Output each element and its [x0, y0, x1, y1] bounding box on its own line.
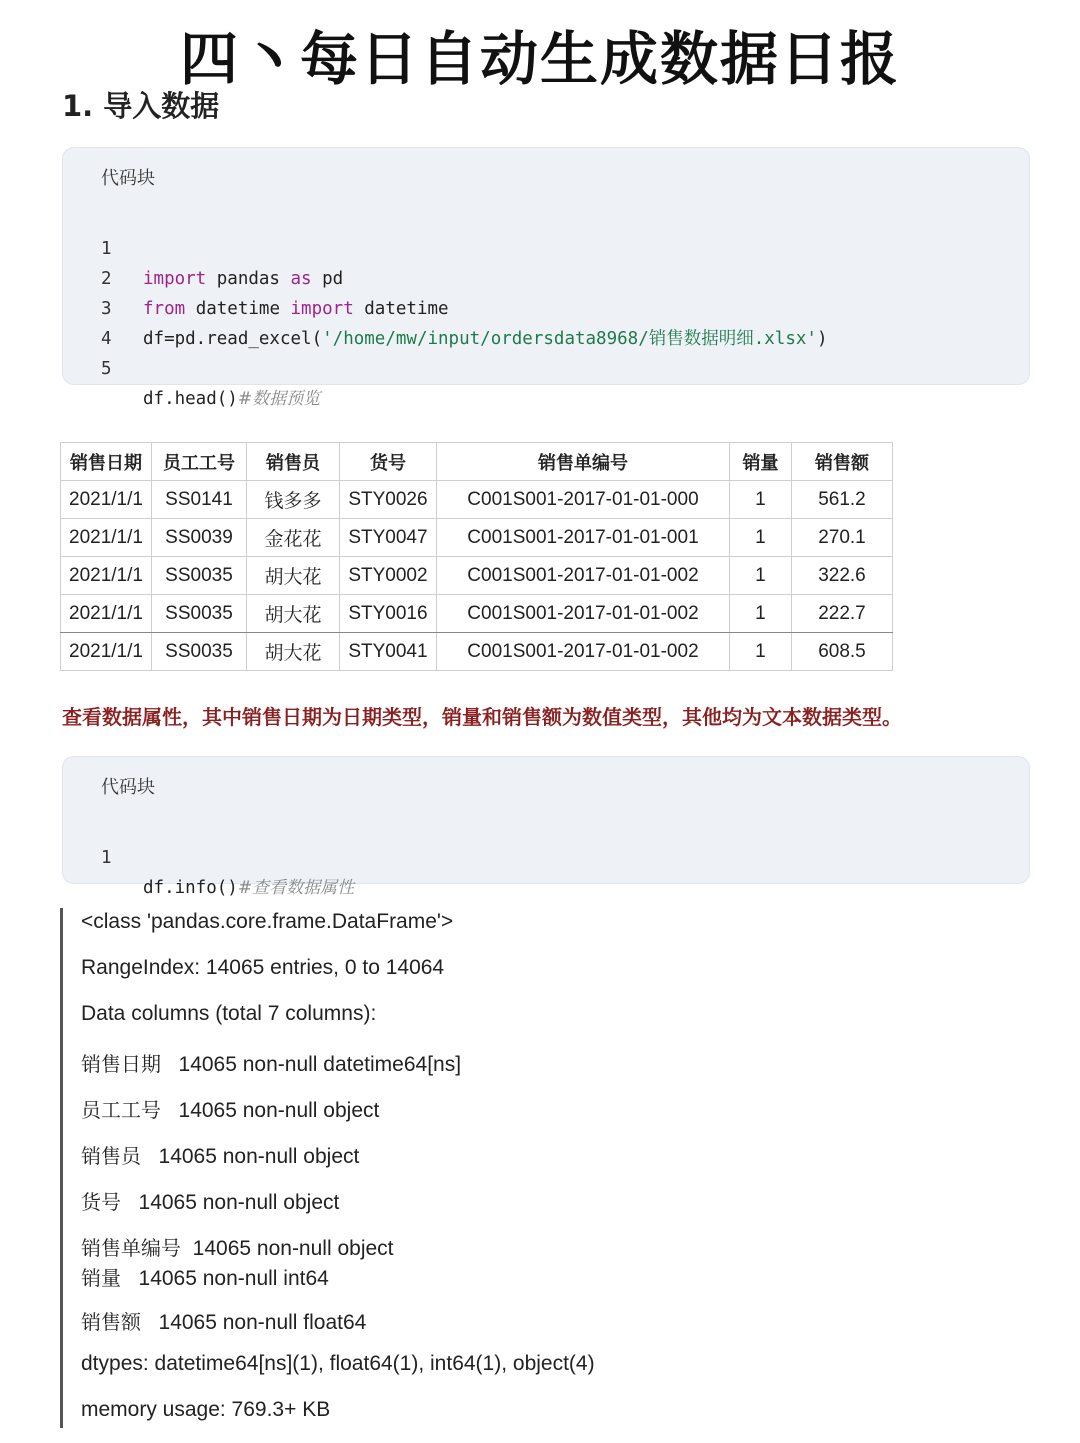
code-block-info [62, 756, 1030, 898]
table-cell: SS0141 [151, 481, 246, 519]
table-row [61, 519, 893, 557]
output-column-row [81, 1094, 379, 1123]
table-cell: 胡大花 [246, 633, 339, 671]
output-column-row [81, 1232, 394, 1261]
table-cell: STY0016 [339, 595, 436, 633]
code-text: datetime [353, 299, 449, 319]
table-row [61, 633, 893, 671]
table-cell: STY0041 [339, 633, 436, 671]
column-header: 销售额 [791, 443, 892, 481]
table-cell: SS0035 [151, 557, 246, 595]
page-title: 四丶每日自动生成数据日报 [179, 25, 900, 93]
line-number: 2 [101, 269, 112, 289]
column-header: 销售员 [246, 443, 339, 481]
code-lines [63, 813, 1029, 898]
code-text: df.info() [143, 878, 238, 898]
code-string: '/home/mw/input/ordersdata8968/销售数据明细.xlsx' [322, 329, 817, 349]
code-block-import [62, 147, 1030, 409]
column-info: 14065 non-null int64 [138, 1267, 329, 1290]
table-cell: C001S001-2017-01-01-002 [436, 557, 729, 595]
output-column-row [81, 1048, 461, 1077]
column-name: 货号 [81, 1190, 121, 1214]
output-dtypes-line: dtypes: datetime64[ns](1), float64(1), int64(1), object(4) [81, 1352, 595, 1375]
table-cell: C001S001-2017-01-01-002 [436, 633, 729, 671]
output-range-line: RangeIndex: 14065 entries, 0 to 14064 [81, 956, 445, 979]
note-text: 查看数据属性，其中销售日期为日期类型，销量和销售额为数值类型，其他均为文本数据类型。 [62, 705, 902, 729]
column-name: 销售员 [81, 1144, 141, 1168]
code-text: df.head() [143, 389, 238, 409]
output-column-row [81, 1186, 339, 1215]
column-name: 销售额 [81, 1310, 141, 1334]
column-name: 销量 [81, 1266, 121, 1290]
code-line [63, 204, 1029, 289]
table-cell: 钱多多 [246, 481, 339, 519]
line-number: 3 [101, 299, 112, 319]
column-info: 14065 non-null object [138, 1191, 340, 1214]
section-heading: 1. 导入数据 [62, 89, 220, 123]
column-header: 员工工号 [151, 443, 246, 481]
column-header: 销售日期 [61, 443, 152, 481]
output-columns-line: Data columns (total 7 columns): [81, 1002, 377, 1025]
column-info: 14065 non-null object [178, 1099, 380, 1122]
code-keyword: from [143, 299, 186, 319]
code-keyword: as [290, 269, 312, 289]
line-number: 4 [101, 329, 112, 349]
table-cell: 胡大花 [246, 595, 339, 633]
line-number: 1 [101, 239, 112, 259]
table-cell: STY0002 [339, 557, 436, 595]
column-info: 14065 non-null object [158, 1145, 360, 1168]
table-row [61, 557, 893, 595]
table-cell: 胡大花 [246, 557, 339, 595]
output-column-row [81, 1140, 359, 1169]
table-header-row [61, 443, 893, 481]
table-cell: 608.5 [791, 633, 892, 671]
code-line [63, 324, 1029, 409]
output-column-row [81, 1262, 329, 1291]
column-name: 员工工号 [81, 1098, 161, 1122]
column-header: 销售单编号 [436, 443, 729, 481]
output-memory-line: memory usage: 769.3+ KB [81, 1398, 331, 1421]
table-cell: 金花花 [246, 519, 339, 557]
code-text: datetime [185, 299, 291, 319]
table-cell: SS0035 [151, 595, 246, 633]
code-text: pd [311, 269, 344, 289]
table-cell: STY0047 [339, 519, 436, 557]
code-caption: 代码块 [101, 168, 155, 189]
table-cell: STY0026 [339, 481, 436, 519]
column-header: 销量 [729, 443, 791, 481]
table-cell: 1 [729, 595, 791, 633]
code-comment: #查看数据属性 [237, 878, 355, 898]
table-cell: 1 [729, 557, 791, 595]
line-number: 1 [101, 848, 112, 868]
line-number: 5 [101, 359, 112, 379]
table-row [61, 595, 893, 633]
column-info: 14065 non-null float64 [158, 1311, 367, 1334]
output-column-row [81, 1306, 366, 1335]
code-comment: #数据预览 [237, 389, 321, 409]
column-info: 14065 non-null object [192, 1237, 394, 1260]
column-info: 14065 non-null datetime64[ns] [178, 1053, 462, 1076]
code-keyword: import [143, 269, 207, 289]
column-header: 货号 [339, 443, 436, 481]
table-cell: C001S001-2017-01-01-000 [436, 481, 729, 519]
table-cell: 1 [729, 481, 791, 519]
code-lines [63, 204, 1029, 409]
code-text: df=pd.read_excel( [143, 329, 323, 349]
code-text: ) [816, 329, 828, 349]
table-cell: C001S001-2017-01-01-002 [436, 595, 729, 633]
table-cell: 2021/1/1 [61, 557, 152, 595]
table-cell: 1 [729, 519, 791, 557]
table-cell: 222.7 [791, 595, 892, 633]
output-class-line: <class 'pandas.core.frame.DataFrame'> [81, 910, 454, 933]
table-cell: 270.1 [791, 519, 892, 557]
data-preview-table [60, 442, 893, 671]
table-cell: 561.2 [791, 481, 892, 519]
table-cell: 2021/1/1 [61, 633, 152, 671]
table-cell: 1 [729, 633, 791, 671]
column-name: 销售单编号 [81, 1236, 181, 1260]
code-line [63, 813, 1029, 898]
table-cell: C001S001-2017-01-01-001 [436, 519, 729, 557]
code-keyword: import [290, 299, 354, 319]
table-cell: 2021/1/1 [61, 519, 152, 557]
table-cell: 2021/1/1 [61, 595, 152, 633]
table-cell: 322.6 [791, 557, 892, 595]
code-caption: 代码块 [101, 777, 155, 798]
table-cell: SS0035 [151, 633, 246, 671]
info-output [60, 908, 963, 1428]
code-text: pandas [206, 269, 291, 289]
column-name: 销售日期 [81, 1052, 161, 1076]
table-row [61, 481, 893, 519]
table-cell: 2021/1/1 [61, 481, 152, 519]
table-cell: SS0039 [151, 519, 246, 557]
